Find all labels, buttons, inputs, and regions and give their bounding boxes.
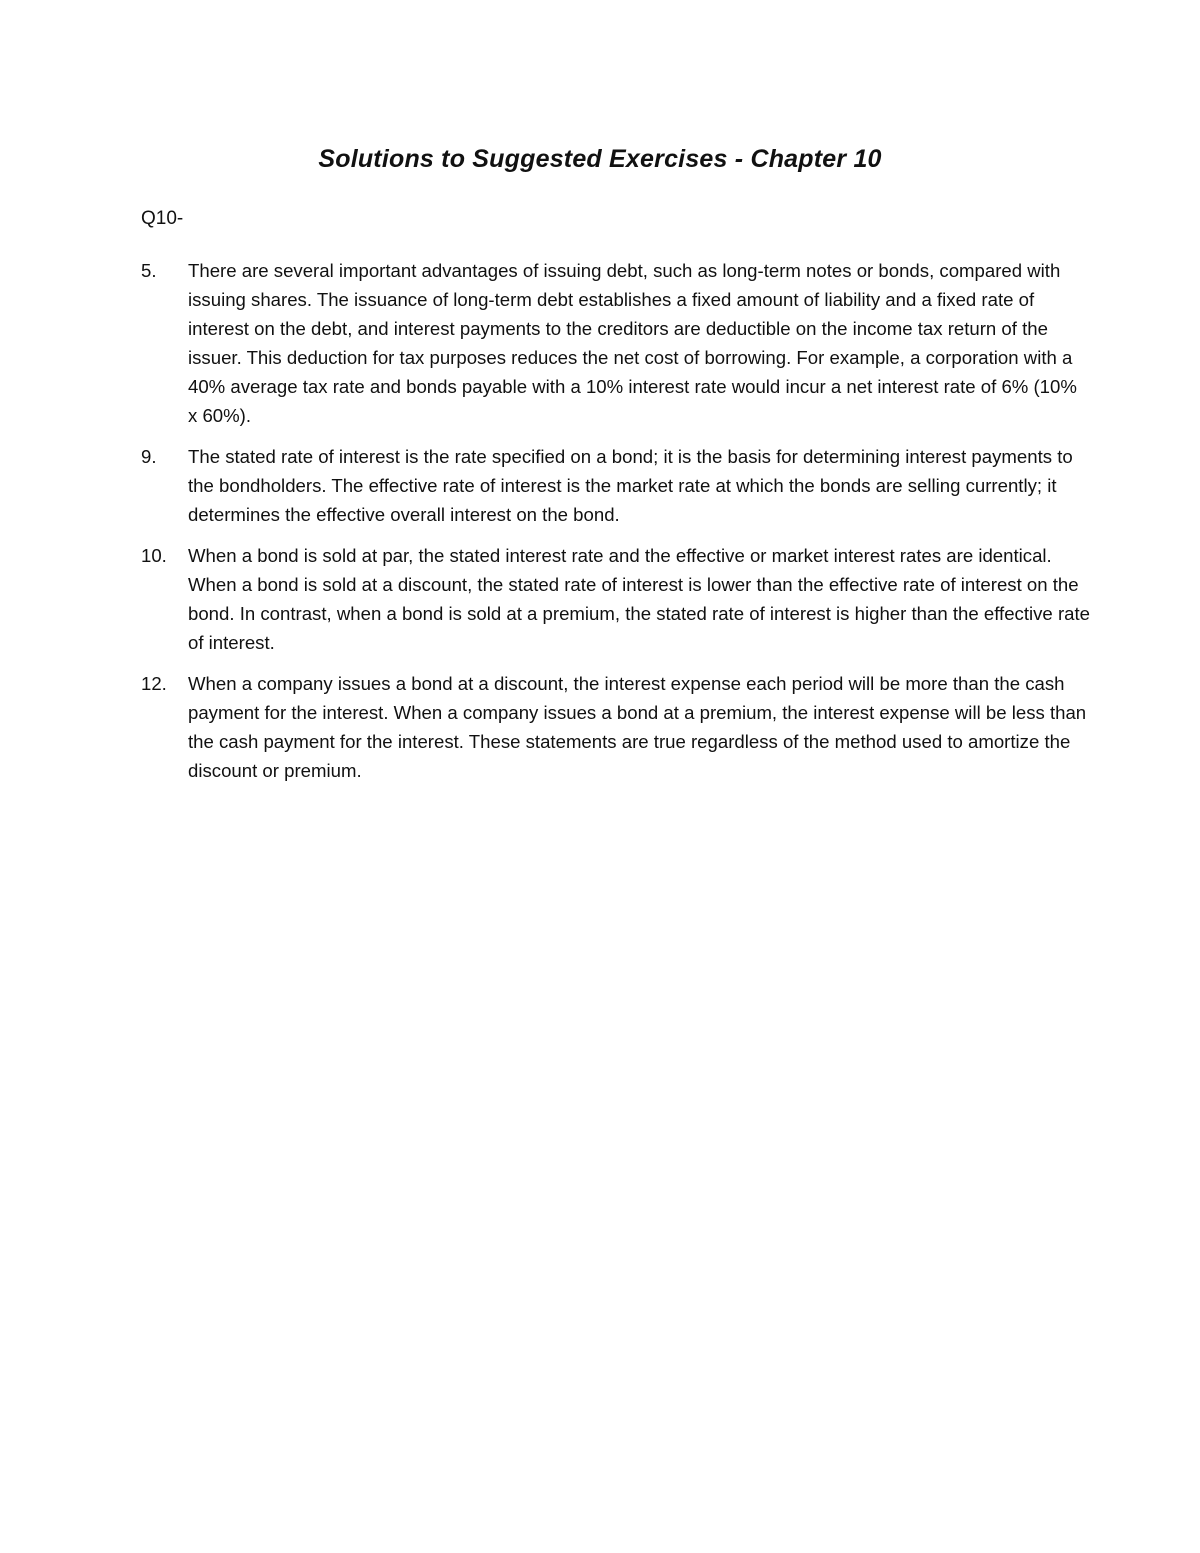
item-text: When a company issues a bond at a discount, the interest expense each period will be more than the cash payment for the interest. When a company issues a bond at a premium, the interest expense will be less than the cash payment for the interest. These statements are true regardless of the method used to amortize the discount or premium. (188, 673, 1087, 781)
list-item (141, 669, 1091, 785)
item-number: 5. (141, 260, 157, 281)
list-item (141, 541, 1091, 657)
item-text: The stated rate of interest is the rate specified on a bond; it is the basis for determining interest payments to the bondholders. The effective rate of interest is the market rate at which the bonds are selling currently; it determines the effective overall interest on the bond. (188, 446, 1073, 525)
section-label: Q10- (141, 208, 184, 229)
item-number: 12. (141, 673, 167, 694)
item-number: 9. (141, 446, 157, 467)
item-text: When a bond is sold at par, the stated interest rate and the effective or market interest rates are identical. When a bond is sold at a discount, the stated rate of interest is lower than the effective rate of interest on the bond. In contrast, when a bond is sold at a premium, the stated rate of interest is higher than the effective rate of interest. (188, 545, 1090, 653)
item-text: There are several important advantages of issuing debt, such as long-term notes or bonds, compared with issuing shares. The issuance of long-term debt establishes a fixed amount of liability and a fixed rate of interest on the debt, and interest payments to the creditors are deductible on the income tax return of the issuer. This deduction for tax purposes reduces the net cost of borrowing. For example, a corporation with a 40% average tax rate and bonds payable with a 10% interest rate would incur a net interest rate of 6% (10% x 60%). (188, 260, 1077, 426)
page-title: Solutions to Suggested Exercises - Chapter 10 (318, 145, 882, 173)
list-item (141, 256, 1091, 430)
item-number: 10. (141, 545, 167, 566)
answer-list (141, 256, 1091, 797)
list-item (141, 442, 1091, 529)
